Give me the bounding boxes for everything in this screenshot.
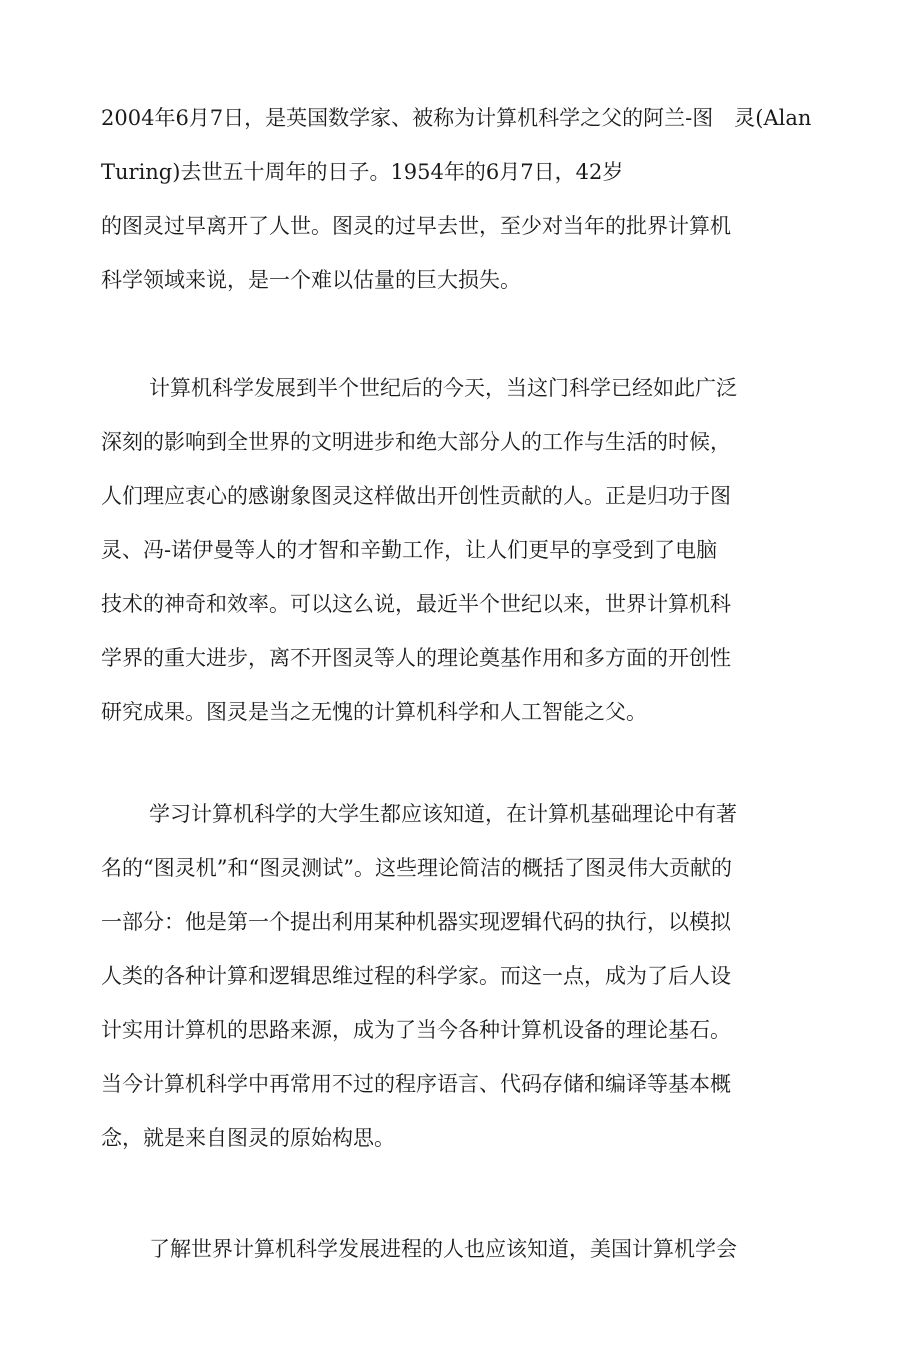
paragraph-3-line-2: 名的“图灵机”和“图灵测试”。这些理论简洁的概括了图灵伟大贡献的 [101, 856, 732, 880]
paragraph-3-line-1: 学习计算机科学的大学生都应该知道，在计算机基础理论中有著 [149, 802, 737, 826]
paragraph-1-line-3: 的图灵过早离开了人世。图灵的过早去世，至少对当年的批界计算机 [101, 214, 731, 238]
paragraph-3-line-4: 人类的各种计算和逻辑思维过程的科学家。而这一点，成为了后人设 [101, 964, 731, 988]
paragraph-3-line-5: 计实用计算机的思路来源，成为了当今各种计算机设备的理论基石。 [101, 1018, 731, 1042]
paragraph-2-line-6: 学界的重大进步，离不开图灵等人的理论奠基作用和多方面的开创性 [101, 646, 731, 670]
paragraph-2-line-5: 技术的神奇和效率。可以这么说，最近半个世纪以来，世界计算机科 [101, 592, 731, 616]
paragraph-2-line-2: 深刻的影响到全世界的文明进步和绝大部分人的工作与生活的时候， [101, 430, 731, 454]
paragraph-1-line-4: 科学领域来说，是一个难以估量的巨大损失。 [101, 268, 521, 292]
paragraph-1-line-2: Turing)去世五十周年的日子。1954年的6月7日，42岁 [101, 160, 624, 184]
paragraph-2-line-4: 灵、冯-诺伊曼等人的才智和辛勤工作，让人们更早的享受到了电脑 [101, 538, 718, 562]
paragraph-1-line-1: 2004年6月7日，是英国数学家、被称为计算机科学之父的阿兰-图 灵(Alan [101, 106, 812, 130]
paragraph-4-line-1: 了解世界计算机科学发展进程的人也应该知道，美国计算机学会 [149, 1237, 737, 1261]
paragraph-2-line-7: 研究成果。图灵是当之无愧的计算机科学和人工智能之父。 [101, 700, 647, 724]
paragraph-2-line-1: 计算机科学发展到半个世纪后的今天，当这门科学已经如此广泛 [149, 376, 737, 400]
paragraph-2-line-3: 人们理应衷心的感谢象图灵这样做出开创性贡献的人。正是归功于图 [101, 484, 731, 508]
paragraph-3-line-7: 念，就是来自图灵的原始构思。 [101, 1126, 395, 1150]
paragraph-3-line-6: 当今计算机科学中再常用不过的程序语言、代码存储和编译等基本概 [101, 1072, 731, 1096]
paragraph-3-line-3: 一部分：他是第一个提出利用某种机器实现逻辑代码的执行，以模拟 [101, 910, 731, 934]
